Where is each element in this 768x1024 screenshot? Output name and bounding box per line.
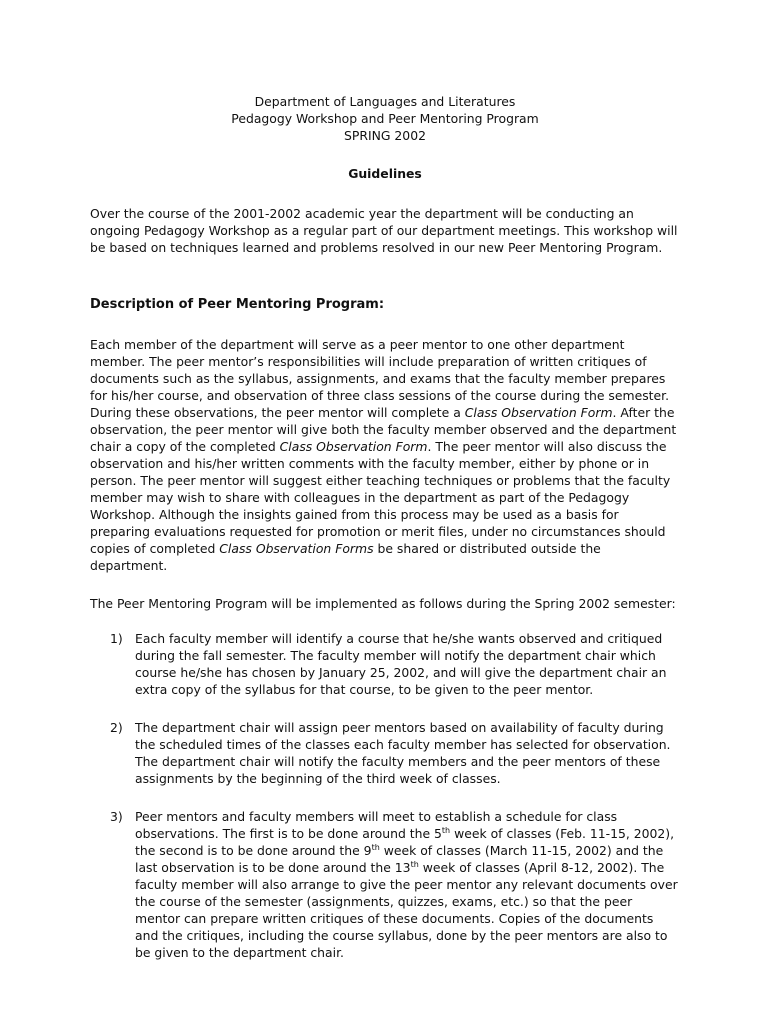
- list-item-text-part: week of classes (April 8-12, 2002). The faculty member will also arrange to give the peer mentor any relevant documents over the course of the semester (assignments, quizzes, exams, etc.) so that the peer mentor can prepare written critiques of these documents. Copies of the documents and the critiques, including the course syllabus, done by the peer mentors are also to be given to the department chair.: [135, 860, 678, 960]
- description-text-4: be shared or distributed outside the department.: [90, 541, 601, 573]
- intro-paragraph: Over the course of the 2001-2002 academic year the department will be conducting an ongoing Pedagogy Workshop as a regular part of our department meetings. This workshop will be based on techniques learned and problems resolved in our new Peer Mentoring Program.: [90, 206, 678, 255]
- ordinal-suffix: th: [410, 860, 419, 869]
- description-text-2: . After the observation, the peer mentor will give both the faculty member observed and the department chair a copy of the completed: [90, 405, 677, 454]
- form-name-3: Class Observation Forms: [219, 541, 374, 556]
- document-header: [90, 93, 680, 182]
- list-item-text: Each faculty member will identify a course that he/she wants observed and critiqued during the fall semester. The faculty member will notify the department chair which course he/she has chosen by January 25, 2002, and will give the department chair an extra copy of the syllabus for that course, to be given to the peer mentor.: [135, 631, 667, 697]
- list-item: [90, 719, 680, 787]
- list-item-number: 2): [110, 720, 123, 735]
- ordinal-suffix: th: [441, 826, 451, 835]
- description-paragraph: [90, 336, 680, 574]
- term-label: SPRING 2002: [344, 128, 426, 143]
- list-item-number: 3): [110, 809, 123, 824]
- description-heading: Description of Peer Mentoring Program:: [90, 297, 385, 312]
- list-item-text: The department chair will assign peer mentors based on availability of faculty during the scheduled times of the classes each faculty member has selected for observation. The department chair will notify the faculty members and the peer mentors of these assignments by the beginning of the third week of classes.: [135, 720, 671, 786]
- list-item: [90, 630, 680, 698]
- list-item-text-part: week of classes (Feb. 11-15, 2002), the second is to be done around the 9: [135, 826, 675, 858]
- implementation-lead: The Peer Mentoring Program will be implemented as follows during the Spring 2002 semester:: [90, 596, 676, 611]
- list-item-text-part: week of classes (March 11-15, 2002) and the last observation is to be done around the 13: [135, 843, 664, 875]
- list-item-number: 1): [110, 631, 123, 646]
- description-text-1: Each member of the department will serve as a peer mentor to one other department member. The peer mentor’s responsibilities will include preparation of written critiques of documents such as the syllabus, assignments, and exams that the faculty member prepares for his/her course, and observation of three class sessions of the course during the semester. During these observations, the peer mentor will complete a: [90, 337, 670, 420]
- form-name-1: Class Observation Form: [464, 405, 613, 420]
- implementation-list: [90, 630, 680, 961]
- ordinal-suffix: th: [371, 843, 380, 852]
- department-name: Department of Languages and Literatures: [254, 94, 516, 109]
- description-text-3: . The peer mentor will also discuss the observation and his/her written comments with the faculty member, either by phone or in person. The peer mentor will suggest either teaching techniques or problems that the faculty member may wish to share with colleagues in the department as part of the Pedagogy Workshop. Although the insights gained from this process may be used as a basis for preparing evaluations requested for promotion or merit files, under no circumstances should copies of completed: [90, 439, 671, 556]
- guidelines-heading: Guidelines: [348, 166, 422, 181]
- program-title: Pedagogy Workshop and Peer Mentoring Program: [231, 111, 539, 126]
- form-name-2: Class Observation Form: [279, 439, 428, 454]
- document-page: [90, 93, 680, 961]
- list-item-text: [135, 809, 678, 960]
- list-item-text-part: Peer mentors and faculty members will meet to establish a schedule for class observations. The first is to be done around the 5: [135, 809, 618, 841]
- list-item: [90, 808, 680, 961]
